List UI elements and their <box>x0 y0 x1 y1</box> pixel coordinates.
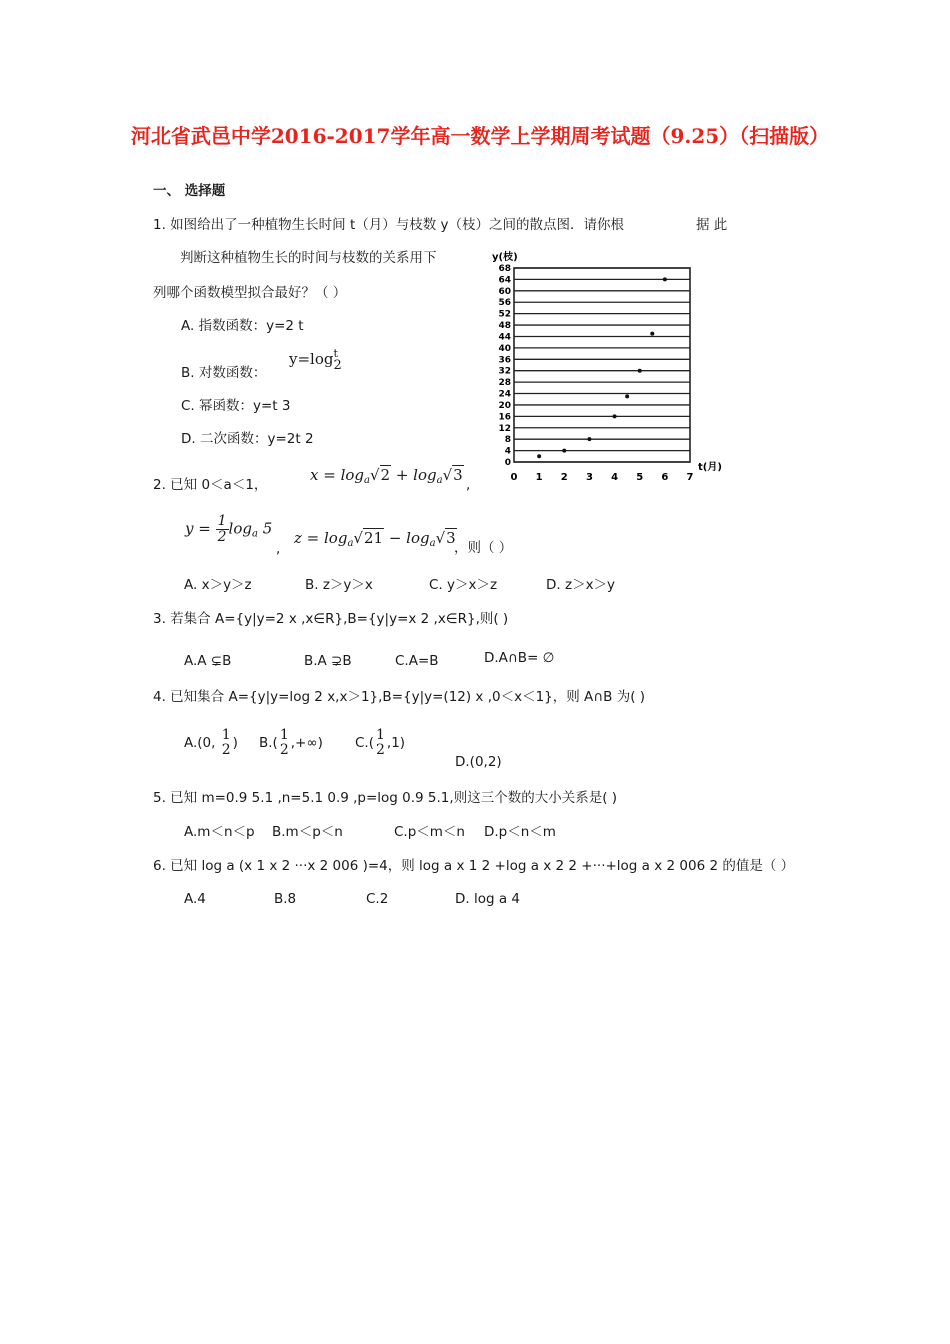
y-tick-label: 52 <box>498 309 511 320</box>
data-point <box>537 454 541 458</box>
y-tick-label: 24 <box>498 389 511 400</box>
q5-option-b: B.m＜p＜n <box>272 824 343 840</box>
q2-y-formula: y = $\frac{1}{2}$ $\log_a 5$ <box>185 513 273 545</box>
page-title: 河北省武邑中学2016-2017学年高一数学上学期周考试题（9.25）（扫描版） <box>130 124 830 148</box>
y-tick-label: 48 <box>498 321 511 332</box>
data-point <box>625 394 629 398</box>
data-point <box>638 369 642 373</box>
q2-z-formula: $z = \log_a√21 - \log_a√3$ <box>294 529 456 549</box>
x-tick-label: 4 <box>611 472 619 483</box>
q2-option-b: B. z＞y＞x <box>305 577 373 593</box>
data-point <box>587 437 591 441</box>
y-tick-label: 16 <box>498 412 511 423</box>
q1-option-a: A. 指数函数：y=2 t <box>181 318 304 334</box>
q2-option-c: C. y＞x＞z <box>429 577 498 593</box>
y-tick-label: 60 <box>498 286 511 297</box>
x-axis-label: t(月) <box>698 462 722 473</box>
y-tick-label: 32 <box>498 366 511 377</box>
q1-option-d: D. 二次函数：y=2t 2 <box>181 431 314 447</box>
y-axis-label: y(枝) <box>492 252 518 263</box>
q5-option-d: D.p＜n＜m <box>484 824 556 840</box>
x-tick-label: 3 <box>585 472 593 483</box>
q3-option-b: B.A ⊋B <box>304 653 352 669</box>
q3-stem: 3. 若集合 A={y|y=2 x ,x∈R},B={y|y=x 2 ,x∈R},则( ) <box>153 611 509 627</box>
plot-frame <box>514 268 690 462</box>
q2-comma: , <box>466 477 471 493</box>
q1-option-c: C. 幂函数：y=t 3 <box>181 398 291 414</box>
x-tick-label: 1 <box>535 472 543 483</box>
y-tick-label: 40 <box>498 343 511 354</box>
x-tick-label: 6 <box>661 472 669 483</box>
q2-comma-2: , <box>276 541 281 557</box>
q6-option-d: D. log a 4 <box>455 891 521 907</box>
x-tick-label: 0 <box>510 472 518 483</box>
x-tick-label: 5 <box>636 472 644 483</box>
section-heading: 一、 选择题 <box>153 183 226 199</box>
q5-option-c: C.p＜m＜n <box>394 824 465 840</box>
q1-line1: 1. 如图给出了一种植物生长时间 t（月）与枝数 y（枝）之间的散点图．请你根 <box>153 217 625 233</box>
y-tick-label: 0 <box>504 458 511 468</box>
q5-option-a: A.m＜n＜p <box>184 824 255 840</box>
q2-prefix: 2. 已知 0＜a＜1， <box>153 477 268 493</box>
q1-line1-tail: 据 此 <box>696 217 728 233</box>
y-tick-label: 4 <box>504 446 511 457</box>
q3-option-d: D.A∩B= ∅ <box>484 650 555 666</box>
y-tick-label: 20 <box>498 400 511 411</box>
data-point <box>562 449 566 453</box>
y-tick-label: 36 <box>498 355 511 366</box>
q6-option-b: B.8 <box>274 891 297 907</box>
q2-option-d: D. z＞x＞y <box>546 577 616 593</box>
q4-option-c: C.( 1 2 ,1) <box>355 727 406 758</box>
q1-line2: 判断这种植物生长的时间与枝数的关系用下 <box>180 250 437 266</box>
data-point <box>650 332 654 336</box>
y-tick-label: 68 <box>498 264 511 274</box>
x-tick-label: 7 <box>686 472 694 483</box>
data-point <box>613 414 617 418</box>
q6-option-a: A.4 <box>184 891 206 907</box>
q4-stem: 4. 已知集合 A={y|y=log 2 x,x＞1},B={y|y=(12) x ,0＜x＜1}，则 A∩B 为( ) <box>153 689 646 705</box>
q1-option-b-formula: y=log t 2 <box>289 347 342 373</box>
q2-option-a: A. x＞y＞z <box>184 577 252 593</box>
q1-option-b: B. 对数函数： <box>181 365 267 381</box>
data-point <box>663 277 667 281</box>
q2-x-formula: $x = \log_a√2 + \log_a√3$ <box>310 466 463 486</box>
q3-option-a: A.A ⊊B <box>184 653 232 669</box>
q1-line3: 列哪个函数模型拟合最好？（ ） <box>153 285 347 301</box>
q3-option-c: C.A=B <box>395 653 439 669</box>
y-tick-label: 28 <box>498 378 511 389</box>
y-tick-label: 44 <box>498 332 511 343</box>
q4-option-b: B.( 1 2 ,+∞) <box>259 727 323 758</box>
q5-stem: 5. 已知 m=0.9 5.1 ,n=5.1 0.9 ,p=log 0.9 5.1,则这三个数的大小关系是( ) <box>153 790 618 806</box>
y-tick-label: 64 <box>498 275 511 286</box>
y-tick-label: 56 <box>498 298 511 309</box>
q4-option-d: D.(0,2) <box>455 754 502 770</box>
q2-tail: ，则（ ） <box>454 540 513 556</box>
y-tick-label: 8 <box>504 435 511 446</box>
q4-option-a: A.(0, 1 2 ) <box>184 727 238 758</box>
y-tick-label: 12 <box>498 423 511 434</box>
q6-stem: 6. 已知 log a (x 1 x 2 ···x 2 006 )=4，则 log a x 1 2 +log a x 2 2 +···+log a x 2 006 2 的值是（ ） <box>153 858 795 874</box>
scatter-chart <box>488 246 738 486</box>
x-tick-label: 2 <box>560 472 568 483</box>
q6-option-c: C.2 <box>366 891 389 907</box>
